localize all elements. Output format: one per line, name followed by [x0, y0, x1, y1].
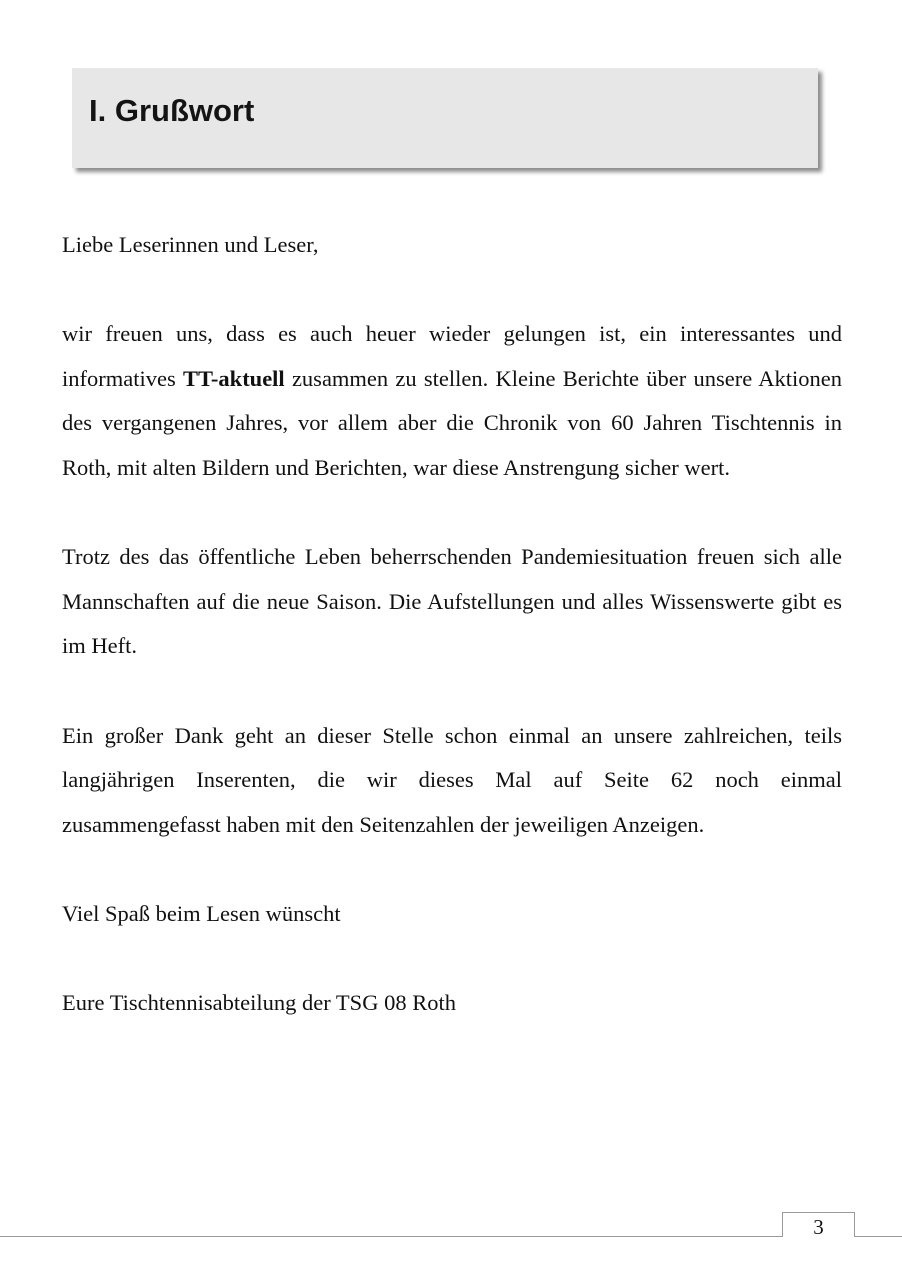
footer-rule-left [0, 1236, 782, 1237]
paragraph-thanks: Ein großer Dank geht an dieser Stelle schon einmal an unsere zahlreichen, teils langjährigen Inserenten, die wir dieses Mal auf Seite 62 noch einmal zusammengefasst haben mit den Seitenzahlen der jeweiligen Anzeigen. [62, 722, 842, 837]
signature: Eure Tischtennisabteilung der TSG 08 Roth [62, 990, 456, 1016]
letter-body [62, 223, 842, 1026]
section-heading-box [72, 68, 818, 168]
page-number-tab [782, 1212, 855, 1237]
paragraph-intro-start: wir freuen uns, dass es auch heuer wieder gelungen ist, ein interessantes und informatives [62, 321, 842, 391]
magazine-name: TT-aktuell [182, 365, 285, 391]
section-title: I. Grußwort [89, 93, 255, 128]
paragraph-intro-end: zusammen zu stellen. Kleine Berichte über unsere Aktionen des vergangenen Jahres, vor allem aber die Chronik von 60 Jahren Tischtennis in Roth, mit alten Bildern und Berichten, war diese Anstrengung sicher wert. [62, 365, 842, 480]
paragraph-season: Trotz des das öffentliche Leben beherrschenden Pandemiesituation freuen sich alle Mannschaften auf die neue Saison. Die Aufstellungen und alles Wissenswerte gibt es im Heft. [62, 544, 842, 659]
closing-line: Viel Spaß beim Lesen wünscht [62, 900, 341, 926]
paragraph-intro [62, 312, 842, 490]
salutation: Liebe Leserinnen und Leser, [62, 232, 319, 257]
page-number: 3 [813, 1215, 824, 1239]
footer-rule-right [854, 1236, 902, 1237]
